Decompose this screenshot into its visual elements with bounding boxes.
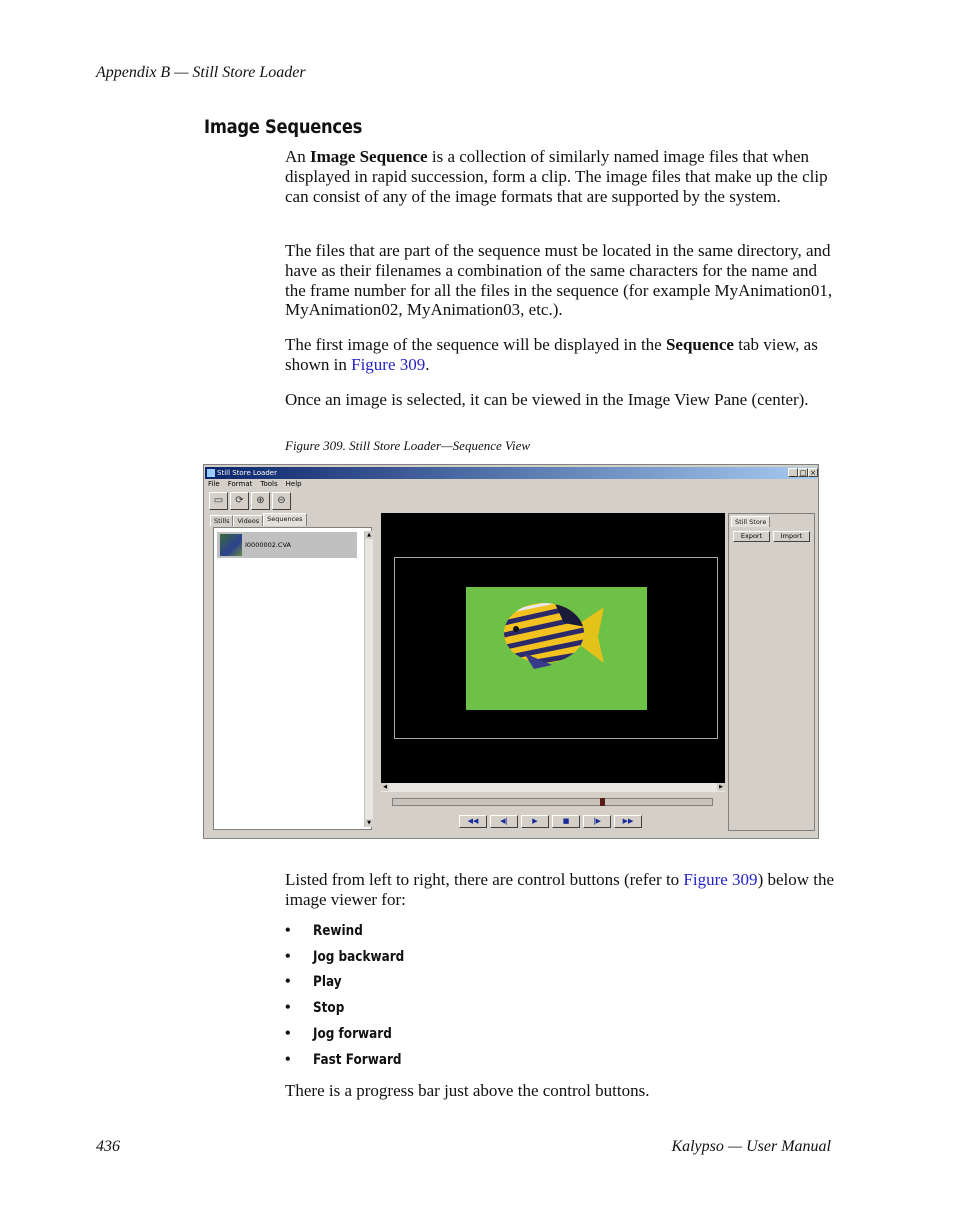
list-item: [285, 944, 419, 970]
text-run: The first image of the sequence will be displayed in the: [285, 335, 666, 354]
list-item: [285, 1021, 419, 1047]
bullet-icon: •: [285, 1025, 291, 1043]
refresh-icon[interactable]: ⟳: [230, 492, 249, 510]
bullet-text: Jog forward: [313, 1026, 392, 1043]
stop-button[interactable]: ■: [552, 815, 580, 828]
control-list: [285, 918, 419, 1073]
tab-sequences[interactable]: Sequences: [263, 513, 306, 526]
bullet-icon: •: [285, 921, 291, 939]
text-run: .: [425, 354, 430, 374]
bullet-text: Play: [313, 974, 342, 991]
text-run: is a collection of similarly named image files that when displayed in rapid succession, form a clip. The image files that make up the clip can consist of any of the image formats that are supported by the system.: [285, 147, 828, 206]
text-run: An: [285, 147, 311, 166]
zoom-out-icon[interactable]: ⊖: [272, 492, 291, 510]
window-title: Still Store Loader: [217, 469, 277, 477]
jog-forward-button[interactable]: |▶: [583, 815, 611, 828]
menu-file[interactable]: File: [208, 480, 220, 488]
section-title: Image Sequences: [204, 116, 363, 138]
app-icon: [207, 469, 215, 477]
bullet-text: Stop: [313, 1000, 345, 1017]
scroll-left-icon[interactable]: ◀: [381, 783, 389, 791]
bullet-text: Fast Forward: [313, 1051, 402, 1068]
bullet-icon: •: [285, 999, 291, 1017]
menu-format[interactable]: Format: [227, 480, 253, 488]
sequence-list: [213, 527, 372, 830]
figure-link[interactable]: Figure 309: [683, 870, 758, 889]
footer-title: Kalypso — User Manual: [671, 1138, 831, 1155]
paragraph-first-image: [285, 335, 835, 375]
figure-caption: Figure 309. Still Store Loader—Sequence View: [285, 438, 531, 453]
horizontal-scrollbar[interactable]: [381, 783, 725, 792]
window-titlebar: [205, 467, 817, 479]
text-run: Listed from left to right, there are control buttons (refer to: [285, 870, 684, 889]
progress-thumb[interactable]: [600, 798, 605, 806]
paragraph-controls: [285, 870, 835, 910]
thumbnail: [220, 534, 242, 556]
bullet-text: Rewind: [313, 922, 363, 939]
scroll-down-icon[interactable]: ▼: [365, 819, 373, 827]
import-button[interactable]: Import: [773, 531, 810, 542]
vertical-scrollbar[interactable]: [364, 531, 373, 827]
playback-controls: [459, 815, 642, 828]
figure-link[interactable]: Figure 309: [351, 354, 426, 374]
list-item: [285, 1047, 419, 1073]
list-item: [285, 970, 419, 996]
bullet-text: Jog backward: [313, 948, 405, 965]
play-button[interactable]: ▶: [521, 815, 549, 828]
menu-tools[interactable]: Tools: [260, 480, 278, 488]
toolbar: [209, 492, 291, 510]
jog-backward-button[interactable]: ◀|: [490, 815, 518, 828]
tab-still-store[interactable]: Still Store: [731, 516, 770, 527]
list-item[interactable]: [217, 532, 357, 558]
menu-help[interactable]: Help: [285, 480, 302, 488]
page-number: 436: [96, 1138, 120, 1155]
close-button[interactable]: ×: [808, 468, 818, 477]
scroll-right-icon[interactable]: ▶: [717, 783, 725, 791]
open-folder-icon[interactable]: ▭: [209, 492, 228, 510]
fish-image-icon: [494, 593, 604, 671]
text-run: tab view, as shown in: [285, 335, 818, 374]
rewind-button[interactable]: ◀◀: [459, 815, 487, 828]
still-store-pane: [728, 513, 815, 831]
list-item: [285, 918, 419, 944]
bold-term: Image Sequence: [310, 147, 428, 166]
list-item: [285, 995, 419, 1021]
text-run: ) below the image viewer for:: [285, 870, 835, 909]
paragraph-image-sequence: [285, 147, 835, 206]
tab-stills[interactable]: Stills: [210, 515, 233, 526]
minimize-button[interactable]: _: [788, 468, 798, 477]
bullet-icon: •: [285, 973, 291, 991]
tab-videos[interactable]: Videos: [233, 515, 263, 526]
sequence-name: I0000002.CVA: [245, 541, 291, 549]
paragraph-progress: There is a progress bar just above the control buttons.: [285, 1081, 650, 1100]
progress-bar[interactable]: [392, 798, 713, 806]
bold-term: Sequence: [665, 335, 734, 354]
fast-forward-button[interactable]: ▶▶: [614, 815, 642, 828]
image-preview: [466, 587, 647, 710]
menu-bar: [208, 480, 302, 488]
left-tabs: [210, 515, 307, 526]
paragraph-files: The files that are part of the sequence must be located in the same directory, and have as their filenames a combination of the same characters for the name and the frame number for all the files in the sequence (for example MyAnimation01, MyAnimation02, MyAnimation03, etc.).: [285, 241, 833, 320]
bullet-icon: •: [285, 947, 291, 965]
image-view-pane: [381, 513, 725, 783]
maximize-button[interactable]: □: [799, 469, 807, 477]
paragraph-image-view: Once an image is selected, it can be viewed in the Image View Pane (center).: [285, 390, 809, 409]
bullet-icon: •: [285, 1050, 291, 1068]
zoom-in-icon[interactable]: ⊕: [251, 492, 270, 510]
still-store-loader-window: [203, 464, 819, 839]
scroll-up-icon[interactable]: ▲: [365, 531, 373, 539]
running-header: Appendix B — Still Store Loader: [96, 64, 306, 81]
export-button[interactable]: Export: [733, 531, 770, 542]
